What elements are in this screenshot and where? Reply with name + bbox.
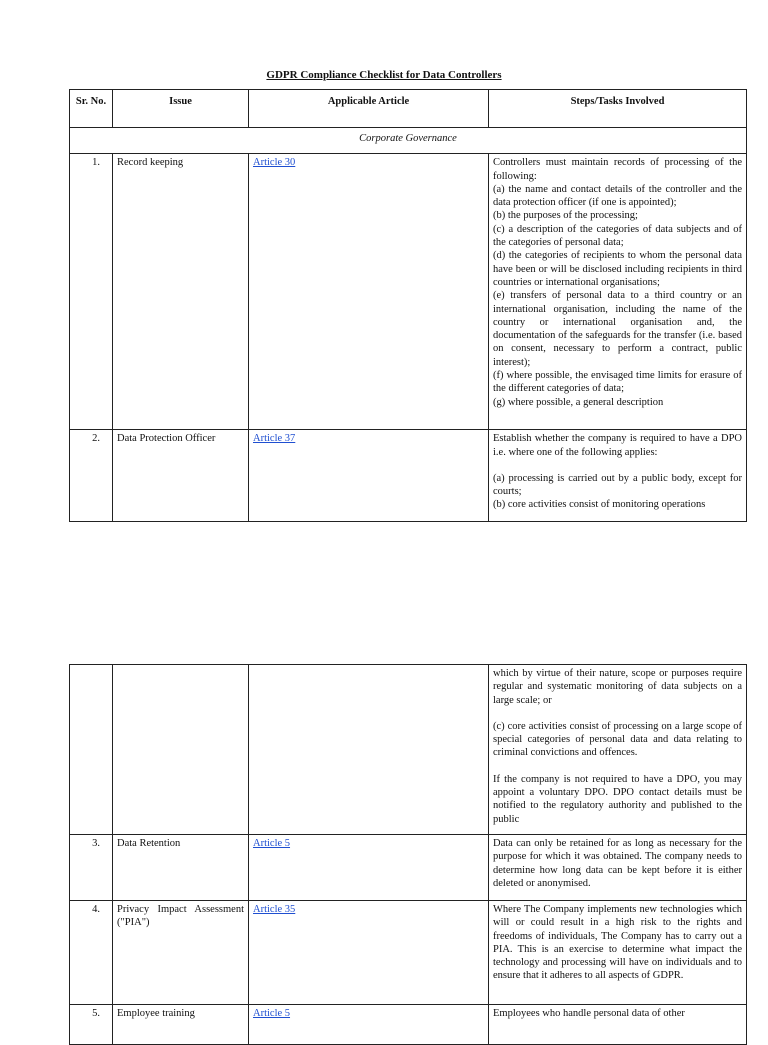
steps-line: If the company is not required to have a DPO, you may appoint a voluntary DPO. DPO contact details must be notified to the regulatory authority and published to the public — [493, 773, 742, 825]
row-steps: Data can only be retained for as long as necessary for the purpose for which it was obtained. The company needs to determine how long data can be kept before it is either deleted or anonymised. — [489, 835, 747, 901]
steps-line: (e) transfers of personal data to a third country or an international organisation, including the name of the country or international organisation and, the documentation of the safeguards for the transfer (i.e. based on consent, necessary to perform a contract, public interest); — [493, 290, 742, 368]
article-link[interactable]: Article 35 — [253, 904, 296, 915]
row-sr-no — [70, 665, 113, 835]
row-sr-no: 3. — [70, 835, 113, 901]
steps-line: (a) the name and contact details of the controller and the data protection officer (if one is appointed); — [493, 183, 742, 209]
row-steps — [489, 430, 747, 522]
row-article-cell — [249, 665, 489, 835]
header-row — [70, 90, 747, 128]
row-steps: Where The Company implements new technologies which will or could result in a high risk to the rights and freedoms of individuals, The Company has to carry out a PIA. This is an exercise to determine what impact the technology and processing will have on individuals and to ensure that it adheres to all aspects of GDPR. — [489, 901, 747, 1005]
steps-line: (g) where possible, a general description — [493, 396, 664, 408]
table-row — [70, 835, 747, 901]
steps-line: (a) processing is carried out by a public body, except for courts; — [493, 472, 742, 498]
row-sr-no: 1. — [70, 154, 113, 430]
row-issue: Record keeping — [113, 154, 249, 430]
article-link[interactable]: Article 5 — [253, 838, 291, 849]
row-article-cell — [249, 430, 489, 522]
row-sr-no: 5. — [70, 1005, 113, 1045]
row-steps — [489, 665, 747, 835]
article-link[interactable]: Article 37 — [253, 433, 296, 445]
table-row — [70, 154, 747, 430]
article-link[interactable]: Article 30 — [253, 157, 296, 169]
table-row — [70, 1005, 747, 1045]
row-steps — [489, 154, 747, 430]
row-issue: Data Protection Officer — [113, 430, 249, 522]
checklist-table-page1 — [69, 89, 747, 522]
section-title: Corporate Governance — [70, 128, 747, 154]
table-row — [70, 901, 747, 1005]
header-applicable-article: Applicable Article — [249, 90, 489, 128]
row-article-cell — [249, 835, 489, 901]
document-title: GDPR Compliance Checklist for Data Controllers — [266, 69, 502, 81]
table-row-continuation — [70, 665, 747, 835]
checklist-table-page2 — [69, 664, 747, 1045]
header-sr-no: Sr. No. — [70, 90, 113, 128]
steps-line: (f) where possible, the envisaged time limits for erasure of the different categories of data; — [493, 370, 742, 395]
row-issue — [113, 665, 249, 835]
steps-line: Controllers must maintain records of processing of the following: — [493, 157, 742, 182]
steps-line: (b) core activities consist of monitoring operations — [493, 499, 706, 511]
row-issue: Privacy Impact Assessment ("PIA") — [113, 901, 249, 1005]
row-article-cell — [249, 1005, 489, 1045]
steps-line: which by virtue of their nature, scope or purposes require regular and systematic monitoring of data subjects on a large scale; or — [493, 668, 742, 706]
row-sr-no: 4. — [70, 901, 113, 1005]
row-issue: Data Retention — [113, 835, 249, 901]
row-article-cell — [249, 154, 489, 430]
row-sr-no: 2. — [70, 430, 113, 522]
section-row — [70, 128, 747, 154]
steps-line: (c) core activities consist of processing on a large scope of special categories of personal data and data relating to criminal convictions and offences. — [493, 720, 742, 759]
row-steps: Employees who handle personal data of other — [489, 1005, 747, 1045]
header-issue: Issue — [113, 90, 249, 128]
table-row — [70, 430, 747, 522]
header-steps: Steps/Tasks Involved — [489, 90, 747, 128]
steps-line: (b) the purposes of the processing; — [493, 210, 638, 222]
article-link[interactable]: Article 5 — [253, 1008, 291, 1019]
row-issue: Employee training — [113, 1005, 249, 1045]
row-article-cell — [249, 901, 489, 1005]
steps-line: Establish whether the company is required to have a DPO i.e. where one of the following applies: — [493, 433, 742, 458]
steps-line: (c) a description of the categories of data subjects and of the categories of personal data; — [493, 223, 742, 249]
steps-line: (d) the categories of recipients to whom the personal data have been or will be disclosed including recipients in third countries or international organisations; — [493, 250, 742, 288]
